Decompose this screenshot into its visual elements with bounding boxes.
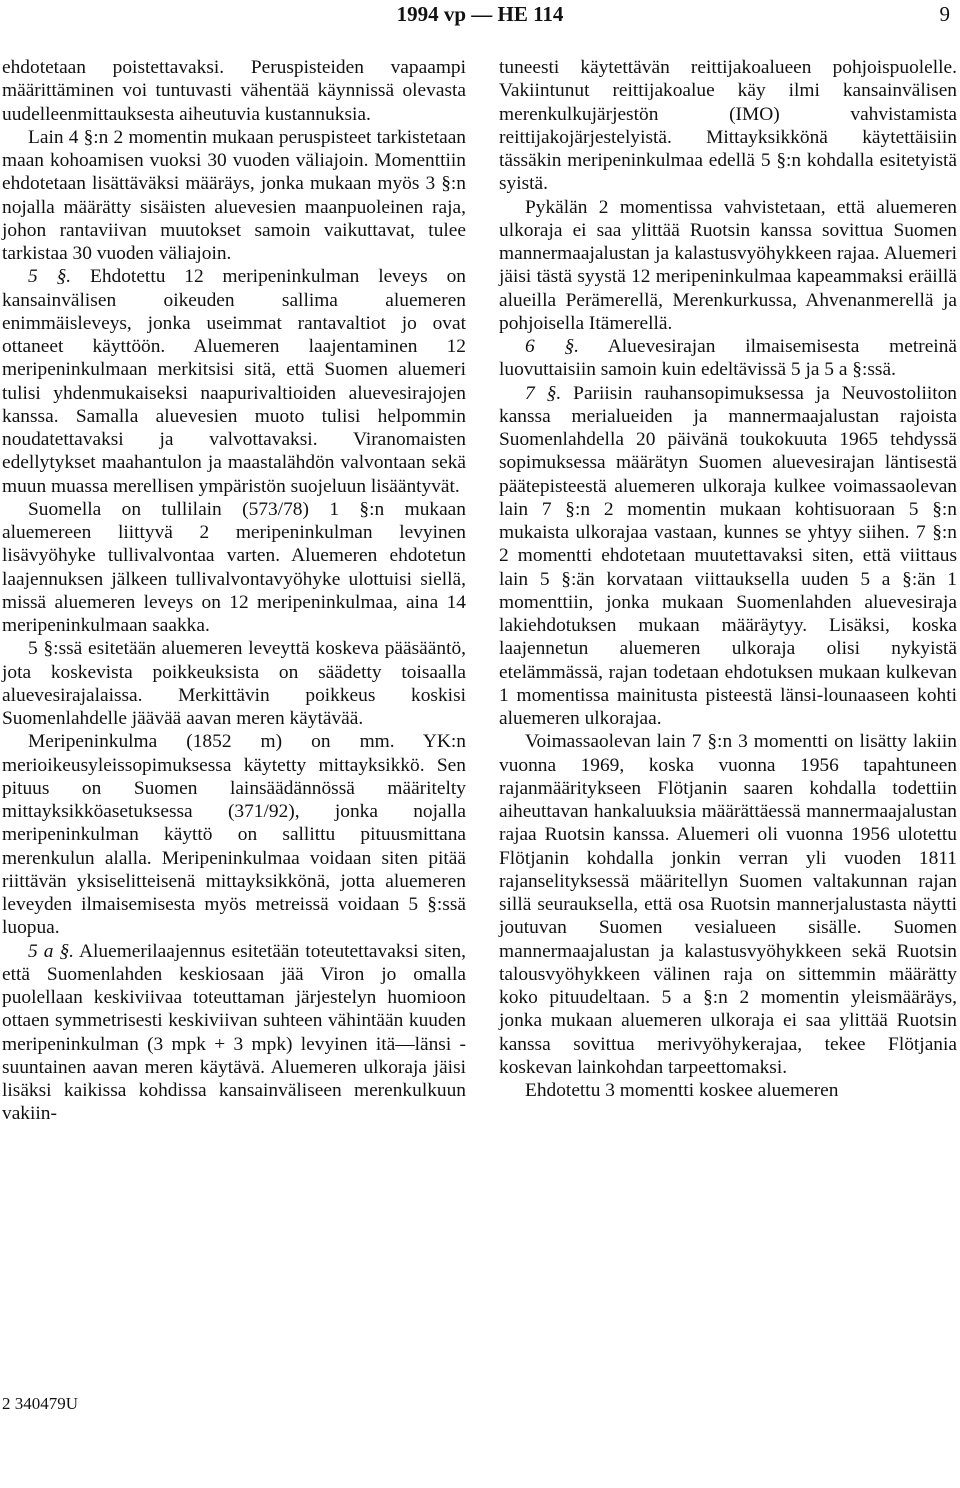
paragraph-text: Ehdotettu 12 meripeninkulman leveys on kansainvälisen oikeuden sallima aluemeren enimmäisleveys, jonka useimmat rantavaltiot jo ovat ottaneet käyttöön. Aluemeren laajentaminen 12 meripeninkulmaan merkitsisi sitä, että Suomen aluemeri tulisi yhdenmukaiseksi naapurivaltioiden aluevesirajojen kanssa. Samalla aluevesien muoto tulisi helpommin noudatettavaksi ja valvottavaksi. Viranomaisten edellytykset maahantulon ja maastalähdön valvontaan sekä muun muassa merellisen ympäristön suojeluun lisääntyvät. [2, 266, 466, 497]
paragraph-text: Aluevesirajan ilmaisemisesta metreinä luovuttaisiin samoin kuin edeltävissä 5 ja 5 a §:ssä. [499, 336, 957, 381]
right-column [499, 56, 957, 1102]
paragraph: tuneesti käytettävän reittijakoalueen pohjoispuolelle. Vakiintunut reittijakoalue käy ilmi kansainvälisen merenkulkujärjestön (IMO) vahvistamista reittijakojärjestelyistä. Mittayksikkönä käytettäisiin tässäkin meripeninkulmaa edellä 5 §:n kohdalla esitetyistä syistä. [499, 57, 957, 195]
print-code: 2 340479U [2, 1394, 79, 1413]
section-reference: 5 a §. [28, 940, 75, 962]
paragraph: Ehdotettu 3 momentti koskee aluemeren [525, 1080, 839, 1101]
paragraph [2, 265, 466, 498]
paragraph: Lain 4 §:n 2 momentin mukaan peruspisteet tarkistetaan maan kohoamisen vuoksi 30 vuoden väliajoin. Momenttiin ehdotetaan lisättäväksi määräys, jonka mukaan myös 3 §:n nojalla määrätty sisäisten aluevesien maanpuoleinen raja, johon rantaviivan muutokset samoin vaikuttavat, tulee tarkistaa 30 vuoden väliajoin. [2, 126, 466, 264]
paragraph [2, 940, 466, 1126]
paragraph [499, 382, 957, 731]
paragraph: Meripeninkulma (1852 m) on mm. YK:n merioikeusyleissopimuksessa käytetty mittayksikkö. Sen pituus on Suomen lainsäädännössä määritelty mittayksikköasetuksessa (371/92), jonka nojalla meripeninkulman käyttö on sallittu pituusmittana merenkulun alalla. Meripeninkulmaa voidaan siten pitää riittävän yksiselitteisenä mittayksikkönä, jotta aluemeren leveyden ilmaisemisesta myös metreissä voidaan 5 §:ssä luopua. [2, 731, 466, 939]
section-reference: 7 §. [525, 382, 562, 404]
paragraph: ehdotetaan poistettavaksi. Peruspisteiden vapaampi määrittäminen voi tuntuvasti vähentää käynnissä olevasta uudelleenmittauksesta aiheutuvia kustannuksia. [2, 57, 466, 125]
section-reference: 5 §. [28, 266, 72, 288]
paragraph: Voimassaolevan lain 7 §:n 3 momentti on lisätty lakiin vuonna 1969, koska vuonna 1956 tapahtuneen rajanmääritykseen Flötjanin saaren kohdalla todettiin aiheuttavan hankaluuksia määrättäessä mannermaajalustan rajaa Ruotsin kanssa. Aluemeri oli vuonna 1956 ulotettu Flötjanin kohdalla jonkin verran yli vuoden 1811 rajanselityksessä määritellyn Suomen valtakunnan rajan sillä seurauksella, että osa Ruotsin mannerjalustasta näytti joutuvan Suomen vesialueen sisälle. Suomen mannermaajalustan ja kalastusvyöhykkeen sekä Ruotsin talousvyöhykkeen välinen raja on sittemmin määrätty koko pituudeltaan. 5 a §:n 2 momentin yleismääräys, jonka mukaan aluemeren ulkoraja ei saa ylittää Ruotsin kanssa sovittua merivyöhykerajaa, tekee Flötjania koskevan lainkohdan tarpeettomaksi. [499, 731, 957, 1078]
paragraph: 5 §:ssä esitetään aluemeren leveyttä koskeva pääsääntö, jota koskevista poikkeuksista on säädetty toisaalla aluevesirajalaissa. Merkittävin poikkeus koskisi Suomenlahdelle jäävää aavan meren käytävää. [2, 638, 466, 729]
paragraph: Pykälän 2 momentissa vahvistetaan, että aluemeren ulkoraja ei saa ylittää Ruotsin kanssa sovittua Suomen mannermaajalustan ja kalastusvyöhykkeen rajaa. Aluemeri jäisi tästä syystä 12 meripeninkulmaa kapeammaksi eräillä alueilla Perämerellä, Merenkurkussa, Ahvenanmerellä ja pohjoisella Itämerellä. [499, 196, 957, 334]
paragraph-text: Aluemerilaajennus esitetään toteutettavaksi siten, että Suomenlahden keskiosaan jää Viron jo omalla puolellaan keskiviivaa toteuttaman järjestelyn huomioon ottaen symmetrisesti keskiviivan suhteen vähintään kuuden meripeninkulman (3 mpk + 3 mpk) levyinen itä—länsi -suuntainen aavan meren käytävä. Aluemeren ulkoraja jäisi lisäksi kaikissa kohdissa kansainväliseen merenkulkuun vakiin- [2, 940, 466, 1125]
section-reference: 6 §. [525, 336, 580, 357]
document-title: 1994 vp — HE 114 [396, 2, 564, 26]
page-header [0, 0, 960, 30]
paragraph-text: Pariisin rauhansopimuksessa ja Neuvostoliiton kanssa merialueiden ja mannermaajalustan rajoista Suomenlahdella 20 päivänä toukokuuta 1965 tehdyssä sopimuksessa määrätyn Suomen aluevesirajan läntisestä päätepisteestä aluemeren ulkoraja kulkee voimassaolevan lain 7 §:n 2 momentin mukaan kohtisuoraan 5 §:n mukaista ulkorajaa vastaan, kunnes se yhtyy siihen. 7 §:n 2 momentti ehdotetaan muutettavaksi siten, että viittaus lain 5 §:än korvataan viittauksella uuden 5 a §:än 1 momenttiin, jonka mukaan Suomenlahden aluevesiraja lakiehdotuksen mukaan määräytyy. Lisäksi, koska laajennetun aluemeren ulkoraja olisi nykyistä etelämmässä, rajan todetaan ehdotuksen mukaan kulkevan 1 momentissa mainitusta pisteestä länsi-lounaaseen kohti aluemeren ulkorajaa. [499, 382, 957, 729]
page-number: 9 [939, 2, 950, 26]
paragraph: Suomella on tullilain (573/78) 1 §:n mukaan aluemereen liittyvä 2 meripeninkulman levyinen lisävyöhyke tullivalvontaa varten. Aluemeren ehdotetun laajennuksen jälkeen tullivalvontavyöhyke ulottuisi siellä, missä aluemeren leveys on 12 meripeninkulmaa, aina 14 meripeninkulmaan saakka. [2, 498, 466, 636]
left-column [2, 56, 466, 1126]
paragraph [499, 335, 957, 382]
